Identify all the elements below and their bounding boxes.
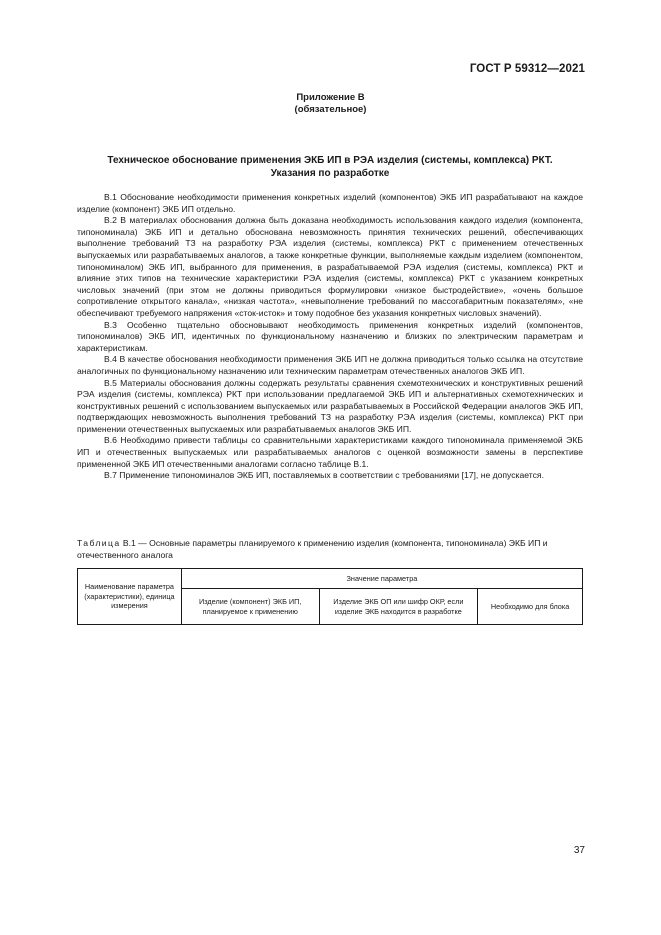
header-parameter-name: Наименование параметра (характеристики), единица измерения (78, 569, 182, 625)
table-caption-label: Таблица (77, 538, 121, 548)
table-header-row-1 (78, 569, 583, 589)
header-foreign-component: Изделие (компонент) ЭКБ ИП, планируемое к применению (181, 589, 319, 625)
paragraph-b4: В.4 В качестве обоснования необходимости применения ЭКБ ИП не должна приводиться только ссылка на отсутствие аналогичных по функциональному назначению или техническим параметрам отечественных аналогов ЭКБ ИП. (77, 354, 583, 376)
appendix-title: Приложение В (296, 92, 365, 103)
table-caption (77, 538, 583, 561)
section-title-line-2: Указания по разработке (270, 168, 390, 179)
body-text (77, 192, 583, 482)
appendix-heading (0, 92, 661, 116)
paragraph-b5: В.5 Материалы обоснования должны содержать результаты сравнения схемотехнических и конструктивных решений РЭА изделия (системы, комплекса) РКТ при использовании предлагаемой ЭКБ ИП и альтернативных схемотехнических и конструктивных решений с использованием выпускаемых или разрабатываемых в Российской Федерации аналогов ЭКБ ИП, подтверждающих невозможность выполнения требований ТЗ на разработку РЭА изделия (системы, комплекса) РКТ при применении отечественных выпускаемых или разрабатываемых аналогов ЭКБ ИП. (77, 377, 583, 434)
paragraph-b1: В.1 Обоснование необходимости применения конкретных изделий (компонентов) ЭКБ ИП разрабатывают на каждое изделие (компонент) ЭКБ ИП отдельно. (77, 192, 583, 214)
paragraph-b3: В.3 Особенно тщательно обосновывают необходимость применения конкретных изделий (компонентов, типономиналов) ЭКБ ИП, идентичных по функциональному назначению и близких по электрическим параметрам и характеристикам. (77, 319, 583, 353)
header-parameter-value: Значение параметра (181, 569, 582, 589)
paragraph-b6: В.6 Необходимо привести таблицы со сравнительными характеристиками каждого типономинала применяемой ЭКБ ИП и отечественных выпускаемых или разрабатываемых аналогов с оценкой возможности замены в перспективе примененной ЭКБ ИП отечественными аналогами согласно таблице В.1. (77, 435, 583, 469)
appendix-status: (обязательное) (294, 104, 367, 115)
standard-number: ГОСТ Р 59312—2021 (469, 63, 585, 75)
paragraph-b2: В.2 В материалах обоснования должна быть доказана необходимость использования каждого изделия (компонента, типономинала) ЭКБ ИП и детально обоснована невозможность принятия технических решений, обеспечивающих выполнение требований ТЗ на разработку РЭА изделия (системы, комплекса) РКТ с применением отечественных выпускаемых или разрабатываемых аналогов, а также конкретные функции, выполняемые каждым изделием (компонентом, типономиналом) ЭКБ ИП, выбранного для применения, в разрабатываемой РЭА изделия (системы, комплекса) РКТ и влияние этих типов на технические характеристики РЭА изделия (системы, комплекса) РКТ с указанием конкретных числовых значений (при этом не должны приводиться формулировки «низкое быстродействие», «очень большое сопротивление открытого канала», «низкая частота», «невыполнение требований по массогабаритным показателям», «не обеспечивают требуемого напряжения «сток-исток» и тому подобное без указания конкретных числовых значений). (77, 215, 583, 318)
page-number: 37 (573, 845, 585, 856)
table-caption-text: В.1 — Основные параметры планируемого к применению изделия (компонента, типономинала) ЭКБ ИП и отечественного аналога (77, 538, 548, 560)
section-title (60, 154, 600, 180)
parameters-table (77, 568, 583, 625)
header-required-for-unit: Необходимо для блока (478, 589, 583, 625)
section-title-line-1: Техническое обоснование применения ЭКБ ИП в РЭА изделия (системы, комплекса) РКТ. (107, 155, 553, 166)
paragraph-b7: В.7 Применение типономиналов ЭКБ ИП, поставляемых в соответствии с требованиями [17], не допускается. (104, 470, 544, 481)
header-domestic-analog: Изделие ЭКБ ОП или шифр ОКР, если изделие ЭКБ находится в разработке (319, 589, 478, 625)
